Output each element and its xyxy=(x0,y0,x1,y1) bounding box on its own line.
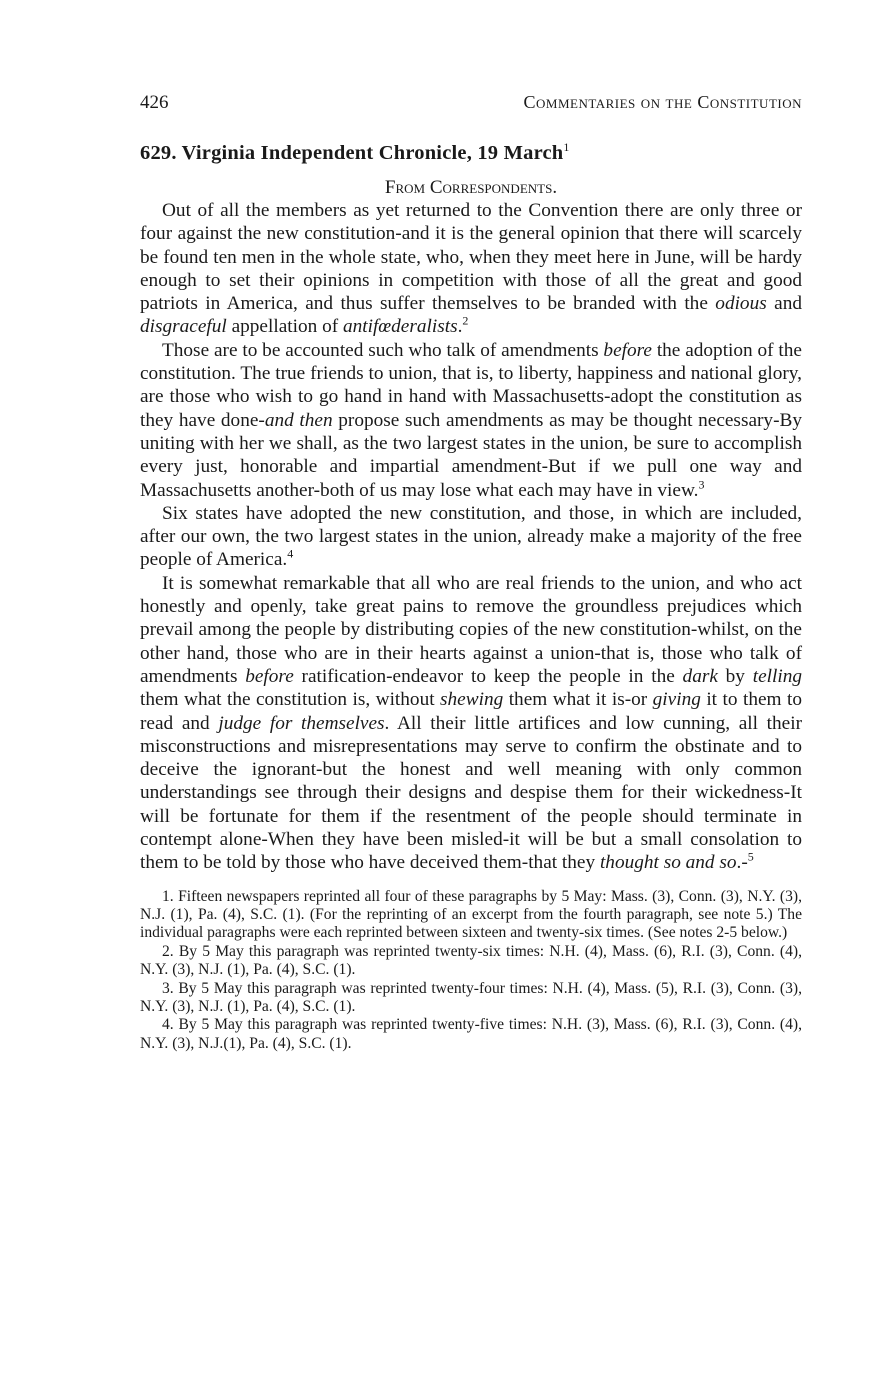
body-paragraph xyxy=(140,502,802,572)
italic-run: odious xyxy=(715,293,767,315)
text-run: ratification-endeavor to keep the people in the xyxy=(293,665,683,687)
running-head-title: Commentaries on the Constitution xyxy=(523,92,802,112)
note-ref: 4 xyxy=(287,547,294,562)
italic-run: telling xyxy=(752,665,803,687)
page-number: 426 xyxy=(140,92,169,113)
document-heading-text: 629. Virginia Independent Chronicle, 19 March xyxy=(140,142,564,164)
text-run: Six states have adopted the new constitution, and those, in which are included, after our own, the two largest states in the union, already make a majority of the free people of America. xyxy=(140,502,802,571)
text-run: Out of all the members as yet returned to the Convention there are only three or four against the new constitution-and it is the general opinion that there will scarcely be found ten men in the whole state, who, when they meet here in June, will be hardy enough to set their opinions in competition with those of all the great and good patriots in America, and thus suffer themselves to be branded with the xyxy=(140,200,802,315)
italic-run: shewing xyxy=(440,689,504,711)
text-run: by xyxy=(717,665,753,687)
footnote: 3. By 5 May this paragraph was reprinted twenty-four times: N.H. (4), Mass. (5), R.I. (3), Conn. (3), N.Y. (3), N.J. (1), Pa. (4), S.C. (1). xyxy=(140,979,802,1016)
text-run: .- xyxy=(736,852,748,874)
text-run: It is somewhat remarkable that all who are real friends to the union, and who act honestly and openly, take great pains to remove the groundless prejudices which prevail among the people by distributing copies of the new constitution-whilst, on the other hand, those who are in their hearts against a union-that is, those who talk of amendments xyxy=(140,572,802,687)
running-head xyxy=(140,92,802,120)
italic-run: before xyxy=(603,339,652,361)
text-run: Those are to be accounted such who talk of amendments xyxy=(162,339,604,361)
italic-run: and then xyxy=(264,409,333,431)
subheading: From Correspondents. xyxy=(384,177,558,198)
italic-run: antifœderalists xyxy=(342,316,458,338)
document-heading xyxy=(140,142,802,165)
text-run: them what it is-or xyxy=(503,689,653,711)
footnotes xyxy=(140,888,802,1054)
italic-run: disgraceful xyxy=(140,316,227,338)
italic-run: before xyxy=(245,665,294,687)
body-paragraph xyxy=(140,339,802,502)
text-run: it to them to read and xyxy=(140,689,802,734)
body-text xyxy=(140,199,802,875)
footnote: 1. Fifteen newspapers reprinted all four of these paragraphs by 5 May: Mass. (3), Conn. (3), N.Y. (3), N.J. (1), Pa. (4), S.C. (1). (For the reprinting of an excerpt from the fourth paragraph, see note 5.) The individual paragraphs were each reprinted between sixteen and twenty-six times. (See notes 2-5 below.) xyxy=(140,887,802,942)
text-run: . xyxy=(457,316,463,338)
italic-run: giving xyxy=(652,689,701,711)
text-run: the adoption of the constitution. The true friends to union, that is, to liberty, happiness and national glory, are those who wish to go hand in hand with Massachusetts-adopt the constitution as they have done- xyxy=(140,339,802,431)
italic-run: judge for themselves xyxy=(218,712,385,734)
text-run: appellation of xyxy=(226,316,343,338)
document-page xyxy=(140,92,802,1053)
italic-run: thought so and so xyxy=(599,852,737,874)
text-run: . All their little artifices and low cunning, all their misconstructions and misrepresentations may serve to confirm the obstinate and to deceive the ignorant-but the honest and well meaning with only common understandings see through their designs and despise them for their wickedness-It will be fortunate for them if the resentment of the people should terminate in contempt alone-When they have been misled-it will be but a small consolation to them to be told by those who have deceived them-that they xyxy=(140,712,802,874)
text-run: propose such amendments as may be thought necessary-By uniting with her we shall, as the two largest states in the union, be sure to accomplish every just, honorable and impartial amendment-But if we pull one way and Massachusetts another-both of us may lose what each may have in view. xyxy=(140,409,802,501)
text-run: and xyxy=(766,293,802,315)
body-paragraph xyxy=(140,572,802,875)
note-ref: 5 xyxy=(747,849,754,864)
heading-note-ref: 1 xyxy=(563,140,570,155)
text-run: them what the constitution is, without xyxy=(140,689,441,711)
italic-run: dark xyxy=(682,665,718,687)
footnote: 4. By 5 May this paragraph was reprinted twenty-five times: N.H. (3), Mass. (6), R.I. (3), Conn. (4), N.Y. (3), N.J.(1), Pa. (4), S.C. (1). xyxy=(140,1016,802,1052)
footnote: 2. By 5 May this paragraph was reprinted twenty-six times: N.H. (4), Mass. (6), R.I. (3), Conn. (4), N.Y. (3), N.J. (1), Pa. (4), S.C. (1). xyxy=(140,942,802,979)
note-ref: 2 xyxy=(462,314,469,329)
body-paragraph xyxy=(140,199,802,339)
note-ref: 3 xyxy=(698,477,705,492)
